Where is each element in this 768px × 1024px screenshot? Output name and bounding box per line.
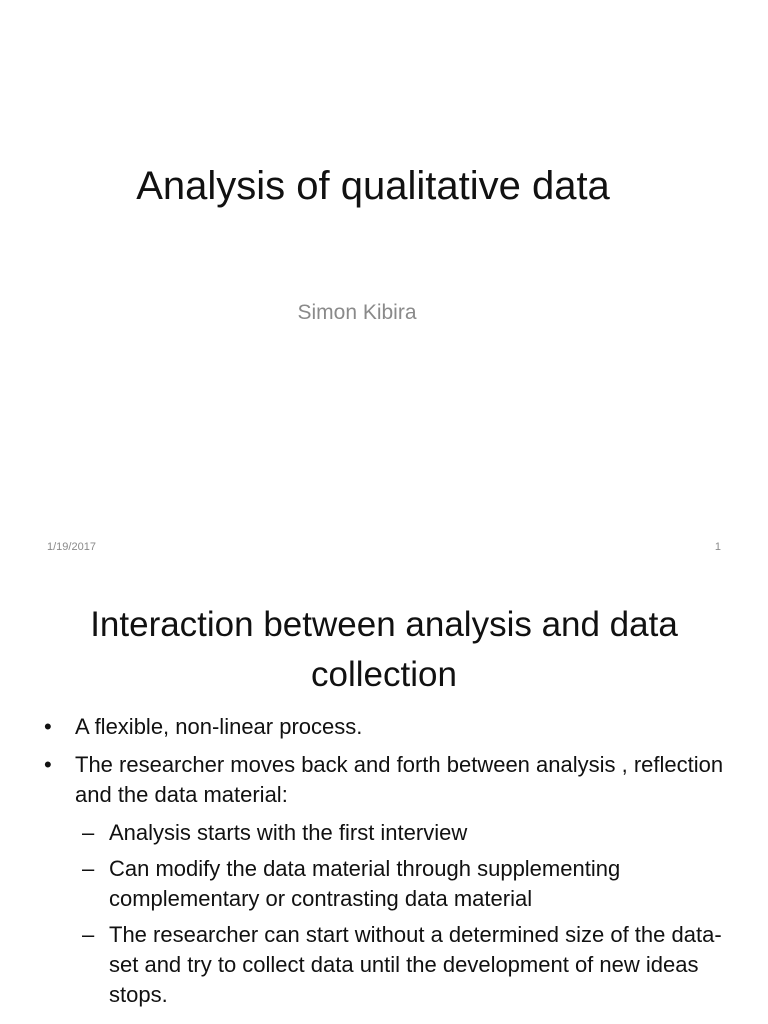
bullet-item	[0, 712, 768, 742]
sub-bullet-marker: –	[82, 856, 95, 881]
page-number: 1	[714, 541, 721, 553]
sub-bullet-text: The researcher can start without a determined size of the data-set and try to collect data until the development of new ideas stops.	[109, 922, 722, 1007]
footer-date: 1/19/2017	[47, 541, 96, 553]
slide-2-title: Interaction between analysis and data collection	[90, 605, 678, 694]
bullet-marker: •	[44, 714, 52, 739]
bullet-item	[0, 750, 768, 810]
sub-bullet-marker: –	[82, 922, 95, 947]
sub-bullet-item	[0, 920, 768, 1010]
slide-2	[0, 572, 768, 1024]
slide-1-title: Analysis of qualitative data	[136, 164, 610, 208]
sub-bullet-marker: –	[82, 820, 95, 845]
bullet-text: A flexible, non-linear process.	[75, 714, 363, 739]
bullet-marker: •	[44, 752, 52, 777]
sub-bullet-text: Analysis starts with the first interview	[109, 820, 468, 845]
sub-bullet-item	[0, 818, 768, 848]
sub-bullet-text: Can modify the data material through supplementing complementary or contrasting data material	[109, 856, 621, 911]
bullet-text: The researcher moves back and forth between analysis , reflection and the data material:	[75, 752, 724, 807]
bullet-list	[0, 712, 768, 1016]
sub-bullet-item	[0, 854, 768, 914]
slide-1-author: Simon Kibira	[297, 301, 417, 324]
